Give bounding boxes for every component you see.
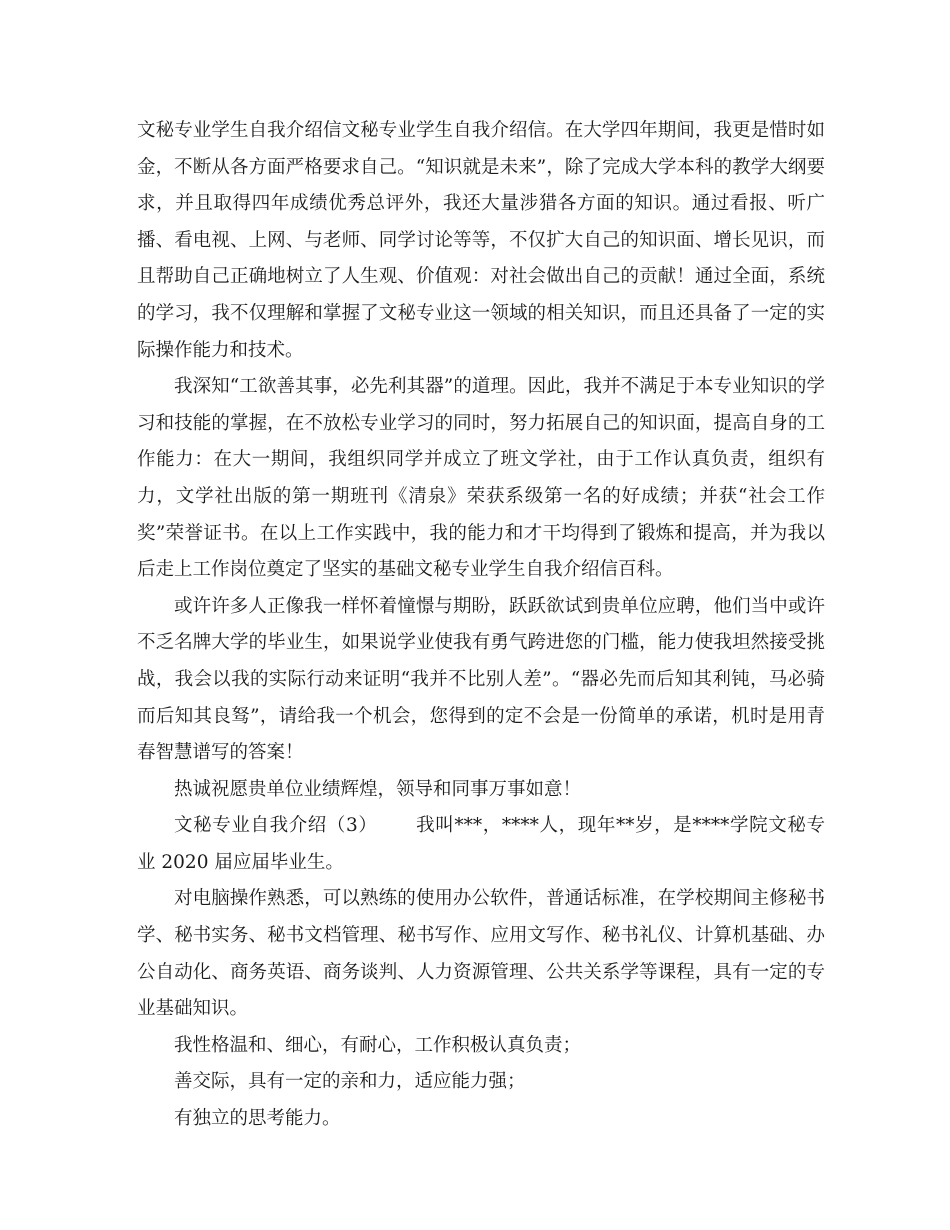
paragraph-skills: 我深知“工欲善其事，必先利其器”的道理。因此，我并不满足于本专业知识的学习和技能的掌握，在不放松专业学习的同时，努力拓展自己的知识面，提高自身的工作能力：在大一期间，我组织同学并成立了班文学社，由于工作认真负责，组织有力，文学社出版的第一期班刊《清泉》荣获系级第一名的好成绩；并获“社会工作奖”荣誉证书。在以上工作实践中，我的能力和才干均得到了锻炼和提高，并为我以后走上工作岗位奠定了坚实的基础文秘专业学生自我介绍信百科。 [137, 376, 825, 581]
paragraph-self-intro-3 [137, 808, 825, 881]
paragraph-wishes: 热诚祝愿贵单位业绩辉煌，领导和同事万事如意！ [174, 778, 582, 800]
paragraph-thinking: 有独立的思考能力。 [174, 1108, 341, 1130]
paragraph-application: 或许许多人正像我一样怀着憧憬与期盼，跃跃欲试到贵单位应聘，他们当中或许不乏名牌大学的毕业生，如果说学业使我有勇气跨进您的门槛，能力使我坦然接受挑战，我会以我的实际行动来证明“我并不比别人差”。“器必先而后知其利钝，马必骑而后知其良驽”，请给我一个机会，您得到的定不会是一份简单的承诺，机时是用青春智慧谱写的答案！ [137, 595, 825, 764]
paragraph-intro: 文秘专业学生自我介绍信文秘专业学生自我介绍信。在大学四年期间，我更是惜时如金，不断从各方面严格要求自己。“知识就是未来”，除了完成大学本科的教学大纲要求，并且取得四年成绩优秀总评外，我还大量涉猎各方面的知识。通过看报、听广播、看电视、上网、与老师、同学讨论等等，不仅扩大自己的知识面、增长见识，而且帮助自己正确地树立了人生观、价值观：对社会做出自己的贡献！通过全面，系统的学习，我不仅理解和掌握了文秘专业这一领域的相关知识，而且还具备了一定的实际操作能力和技术。 [137, 120, 825, 361]
self-intro-text: 我叫***，****人，现年**岁，是****学院文秘专业 2020 届应届毕业生。 [137, 815, 825, 873]
paragraph-personality: 我性格温和、细心，有耐心，工作积极认真负责； [174, 1034, 582, 1056]
document-body [137, 113, 825, 1138]
paragraph-social: 善交际，具有一定的亲和力，适应能力强； [174, 1071, 526, 1093]
section-heading: 文秘专业自我介绍（3） [174, 815, 378, 837]
paragraph-courses: 对电脑操作熟悉，可以熟练的使用办公软件，普通话标准，在学校期间主修秘书学、秘书实务、秘书文档管理、秘书写作、应用文写作、秘书礼仪、计算机基础、办公自动化、商务英语、商务谈判、人力资源管理、公共关系学等课程，具有一定的专业基础知识。 [137, 888, 825, 1020]
